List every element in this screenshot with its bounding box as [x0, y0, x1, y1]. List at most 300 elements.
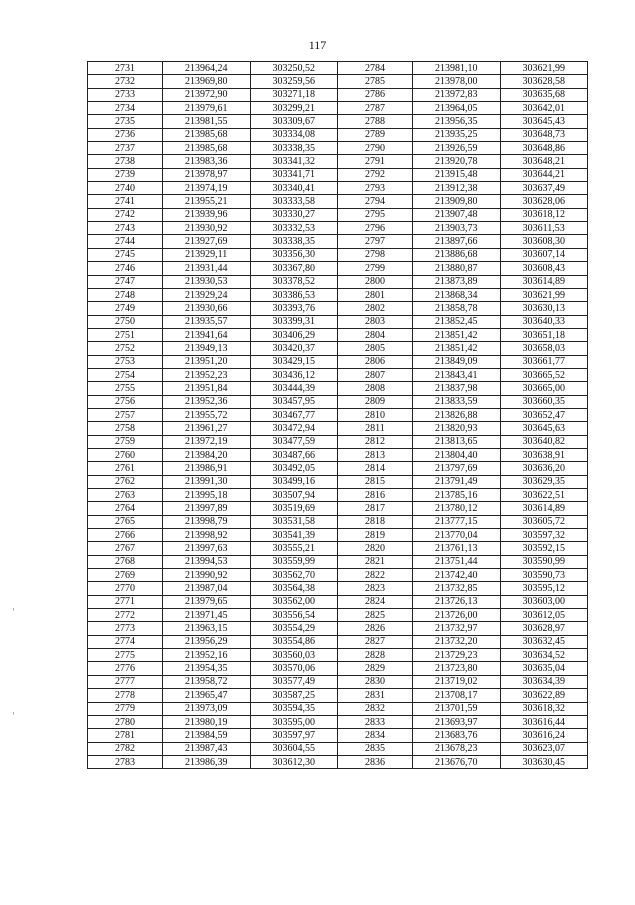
y-coordinate-cell: 303562,00 [250, 595, 338, 608]
table-row [88, 649, 588, 662]
y-coordinate-cell: 303614,89 [500, 275, 588, 288]
y-coordinate-cell: 303638,91 [500, 448, 588, 461]
point-number-cell: 2765 [88, 515, 163, 528]
y-coordinate-cell: 303330,27 [250, 208, 338, 221]
table-row [88, 208, 588, 221]
y-coordinate-cell: 303635,68 [500, 88, 588, 101]
x-coordinate-cell: 213974,19 [163, 182, 251, 195]
x-coordinate-cell: 213994,53 [163, 555, 251, 568]
y-coordinate-cell: 303420,37 [250, 342, 338, 355]
y-coordinate-cell: 303541,39 [250, 529, 338, 542]
x-coordinate-cell: 213926,59 [413, 142, 501, 155]
point-number-cell: 2828 [338, 649, 413, 662]
y-coordinate-cell: 303457,95 [250, 395, 338, 408]
y-coordinate-cell: 303393,76 [250, 302, 338, 315]
point-number-cell: 2741 [88, 195, 163, 208]
point-number-cell: 2824 [338, 595, 413, 608]
x-coordinate-cell: 213958,72 [163, 675, 251, 688]
y-coordinate-cell: 303519,69 [250, 502, 338, 515]
x-coordinate-cell: 213726,13 [413, 595, 501, 608]
x-coordinate-cell: 213956,35 [413, 115, 501, 128]
x-coordinate-cell: 213873,89 [413, 275, 501, 288]
point-number-cell: 2781 [88, 729, 163, 742]
y-coordinate-cell: 303556,54 [250, 609, 338, 622]
table-row [88, 435, 588, 448]
point-number-cell: 2791 [338, 155, 413, 168]
table-row [88, 489, 588, 502]
x-coordinate-cell: 213837,98 [413, 382, 501, 395]
table-row [88, 702, 588, 715]
x-coordinate-cell: 213986,39 [163, 755, 251, 768]
y-coordinate-cell: 303562,70 [250, 569, 338, 582]
x-coordinate-cell: 213991,30 [163, 475, 251, 488]
coordinates-table [87, 61, 588, 769]
y-coordinate-cell: 303648,86 [500, 142, 588, 155]
table-row [88, 475, 588, 488]
x-coordinate-cell: 213785,16 [413, 489, 501, 502]
y-coordinate-cell: 303594,35 [250, 702, 338, 715]
y-coordinate-cell: 303648,73 [500, 128, 588, 141]
x-coordinate-cell: 213701,59 [413, 702, 501, 715]
point-number-cell: 2745 [88, 248, 163, 261]
x-coordinate-cell: 213927,69 [163, 235, 251, 248]
y-coordinate-cell: 303612,05 [500, 609, 588, 622]
point-number-cell: 2785 [338, 75, 413, 88]
y-coordinate-cell: 303587,25 [250, 689, 338, 702]
point-number-cell: 2787 [338, 102, 413, 115]
x-coordinate-cell: 213983,36 [163, 155, 251, 168]
x-coordinate-cell: 213907,48 [413, 208, 501, 221]
point-number-cell: 2776 [88, 662, 163, 675]
x-coordinate-cell: 213897,66 [413, 235, 501, 248]
table-row [88, 569, 588, 582]
table-row [88, 248, 588, 261]
table-row [88, 288, 588, 301]
y-coordinate-cell: 303467,77 [250, 408, 338, 421]
y-coordinate-cell: 303660,35 [500, 395, 588, 408]
x-coordinate-cell: 213852,45 [413, 315, 501, 328]
point-number-cell: 2743 [88, 222, 163, 235]
point-number-cell: 2747 [88, 275, 163, 288]
point-number-cell: 2744 [88, 235, 163, 248]
y-coordinate-cell: 303499,16 [250, 475, 338, 488]
point-number-cell: 2778 [88, 689, 163, 702]
y-coordinate-cell: 303651,18 [500, 328, 588, 341]
y-coordinate-cell: 303595,12 [500, 582, 588, 595]
point-number-cell: 2752 [88, 342, 163, 355]
y-coordinate-cell: 303628,06 [500, 195, 588, 208]
point-number-cell: 2737 [88, 142, 163, 155]
table-row [88, 62, 588, 75]
x-coordinate-cell: 213915,48 [413, 168, 501, 181]
y-coordinate-cell: 303338,35 [250, 142, 338, 155]
point-number-cell: 2834 [338, 729, 413, 742]
table-row [88, 635, 588, 648]
point-number-cell: 2831 [338, 689, 413, 702]
point-number-cell: 2783 [88, 755, 163, 768]
y-coordinate-cell: 303652,47 [500, 408, 588, 421]
y-coordinate-cell: 303644,21 [500, 168, 588, 181]
x-coordinate-cell: 213770,04 [413, 529, 501, 542]
x-coordinate-cell: 213930,53 [163, 275, 251, 288]
x-coordinate-cell: 213978,97 [163, 168, 251, 181]
x-coordinate-cell: 213930,66 [163, 302, 251, 315]
x-coordinate-cell: 213929,24 [163, 288, 251, 301]
point-number-cell: 2771 [88, 595, 163, 608]
table-row [88, 382, 588, 395]
table-row [88, 448, 588, 461]
x-coordinate-cell: 213985,68 [163, 142, 251, 155]
scan-mark [13, 608, 14, 611]
table-row [88, 142, 588, 155]
point-number-cell: 2814 [338, 462, 413, 475]
table-row [88, 529, 588, 542]
y-coordinate-cell: 303634,39 [500, 675, 588, 688]
point-number-cell: 2774 [88, 635, 163, 648]
point-number-cell: 2826 [338, 622, 413, 635]
x-coordinate-cell: 213981,10 [413, 62, 501, 75]
point-number-cell: 2811 [338, 422, 413, 435]
point-number-cell: 2833 [338, 715, 413, 728]
y-coordinate-cell: 303607,14 [500, 248, 588, 261]
x-coordinate-cell: 213984,59 [163, 729, 251, 742]
x-coordinate-cell: 213833,59 [413, 395, 501, 408]
table-row [88, 128, 588, 141]
x-coordinate-cell: 213978,00 [413, 75, 501, 88]
y-coordinate-cell: 303621,99 [500, 62, 588, 75]
point-number-cell: 2732 [88, 75, 163, 88]
y-coordinate-cell: 303271,18 [250, 88, 338, 101]
y-coordinate-cell: 303507,94 [250, 489, 338, 502]
point-number-cell: 2775 [88, 649, 163, 662]
table-row [88, 235, 588, 248]
y-coordinate-cell: 303608,43 [500, 262, 588, 275]
point-number-cell: 2792 [338, 168, 413, 181]
x-coordinate-cell: 213843,41 [413, 368, 501, 381]
table-row [88, 342, 588, 355]
x-coordinate-cell: 213678,23 [413, 742, 501, 755]
y-coordinate-cell: 303333,58 [250, 195, 338, 208]
point-number-cell: 2830 [338, 675, 413, 688]
y-coordinate-cell: 303640,33 [500, 315, 588, 328]
x-coordinate-cell: 213939,96 [163, 208, 251, 221]
point-number-cell: 2800 [338, 275, 413, 288]
x-coordinate-cell: 213732,20 [413, 635, 501, 648]
y-coordinate-cell: 303630,45 [500, 755, 588, 768]
point-number-cell: 2817 [338, 502, 413, 515]
table-row [88, 542, 588, 555]
x-coordinate-cell: 213990,92 [163, 569, 251, 582]
y-coordinate-cell: 303618,12 [500, 208, 588, 221]
point-number-cell: 2804 [338, 328, 413, 341]
y-coordinate-cell: 303487,66 [250, 448, 338, 461]
point-number-cell: 2760 [88, 448, 163, 461]
table-row [88, 609, 588, 622]
point-number-cell: 2777 [88, 675, 163, 688]
table-row [88, 715, 588, 728]
point-number-cell: 2782 [88, 742, 163, 755]
table-row [88, 355, 588, 368]
point-number-cell: 2836 [338, 755, 413, 768]
point-number-cell: 2796 [338, 222, 413, 235]
table-row [88, 462, 588, 475]
point-number-cell: 2790 [338, 142, 413, 155]
point-number-cell: 2740 [88, 182, 163, 195]
y-coordinate-cell: 303444,39 [250, 382, 338, 395]
x-coordinate-cell: 213969,80 [163, 75, 251, 88]
x-coordinate-cell: 213961,27 [163, 422, 251, 435]
x-coordinate-cell: 213683,76 [413, 729, 501, 742]
point-number-cell: 2822 [338, 569, 413, 582]
table-row [88, 555, 588, 568]
x-coordinate-cell: 213723,80 [413, 662, 501, 675]
coordinates-table-body [88, 62, 588, 769]
y-coordinate-cell: 303334,08 [250, 128, 338, 141]
x-coordinate-cell: 213980,19 [163, 715, 251, 728]
point-number-cell: 2764 [88, 502, 163, 515]
y-coordinate-cell: 303604,55 [250, 742, 338, 755]
point-number-cell: 2809 [338, 395, 413, 408]
point-number-cell: 2813 [338, 448, 413, 461]
point-number-cell: 2793 [338, 182, 413, 195]
x-coordinate-cell: 213972,90 [163, 88, 251, 101]
y-coordinate-cell: 303429,15 [250, 355, 338, 368]
point-number-cell: 2758 [88, 422, 163, 435]
x-coordinate-cell: 213813,65 [413, 435, 501, 448]
y-coordinate-cell: 303386,53 [250, 288, 338, 301]
y-coordinate-cell: 303590,73 [500, 569, 588, 582]
x-coordinate-cell: 213693,97 [413, 715, 501, 728]
x-coordinate-cell: 213964,05 [413, 102, 501, 115]
table-row [88, 729, 588, 742]
point-number-cell: 2736 [88, 128, 163, 141]
point-number-cell: 2772 [88, 609, 163, 622]
y-coordinate-cell: 303629,35 [500, 475, 588, 488]
x-coordinate-cell: 213972,19 [163, 435, 251, 448]
y-coordinate-cell: 303577,49 [250, 675, 338, 688]
point-number-cell: 2801 [338, 288, 413, 301]
x-coordinate-cell: 213929,11 [163, 248, 251, 261]
x-coordinate-cell: 213858,78 [413, 302, 501, 315]
point-number-cell: 2762 [88, 475, 163, 488]
y-coordinate-cell: 303340,41 [250, 182, 338, 195]
x-coordinate-cell: 213998,92 [163, 529, 251, 542]
y-coordinate-cell: 303597,32 [500, 529, 588, 542]
table-row [88, 422, 588, 435]
y-coordinate-cell: 303570,06 [250, 662, 338, 675]
point-number-cell: 2731 [88, 62, 163, 75]
point-number-cell: 2735 [88, 115, 163, 128]
x-coordinate-cell: 213955,72 [163, 408, 251, 421]
x-coordinate-cell: 213987,43 [163, 742, 251, 755]
y-coordinate-cell: 303250,52 [250, 62, 338, 75]
point-number-cell: 2807 [338, 368, 413, 381]
x-coordinate-cell: 213791,49 [413, 475, 501, 488]
x-coordinate-cell: 213979,61 [163, 102, 251, 115]
x-coordinate-cell: 213732,97 [413, 622, 501, 635]
point-number-cell: 2827 [338, 635, 413, 648]
point-number-cell: 2738 [88, 155, 163, 168]
y-coordinate-cell: 303605,72 [500, 515, 588, 528]
y-coordinate-cell: 303367,80 [250, 262, 338, 275]
x-coordinate-cell: 213952,23 [163, 368, 251, 381]
table-row [88, 742, 588, 755]
y-coordinate-cell: 303531,58 [250, 515, 338, 528]
x-coordinate-cell: 213997,89 [163, 502, 251, 515]
y-coordinate-cell: 303309,67 [250, 115, 338, 128]
y-coordinate-cell: 303648,21 [500, 155, 588, 168]
point-number-cell: 2768 [88, 555, 163, 568]
y-coordinate-cell: 303621,99 [500, 288, 588, 301]
point-number-cell: 2733 [88, 88, 163, 101]
y-coordinate-cell: 303597,97 [250, 729, 338, 742]
point-number-cell: 2799 [338, 262, 413, 275]
x-coordinate-cell: 213954,35 [163, 662, 251, 675]
x-coordinate-cell: 213941,64 [163, 328, 251, 341]
x-coordinate-cell: 213995,18 [163, 489, 251, 502]
x-coordinate-cell: 213963,15 [163, 622, 251, 635]
x-coordinate-cell: 213909,80 [413, 195, 501, 208]
y-coordinate-cell: 303658,03 [500, 342, 588, 355]
y-coordinate-cell: 303608,30 [500, 235, 588, 248]
y-coordinate-cell: 303665,00 [500, 382, 588, 395]
table-row [88, 662, 588, 675]
y-coordinate-cell: 303492,05 [250, 462, 338, 475]
point-number-cell: 2734 [88, 102, 163, 115]
x-coordinate-cell: 213912,38 [413, 182, 501, 195]
point-number-cell: 2803 [338, 315, 413, 328]
point-number-cell: 2835 [338, 742, 413, 755]
table-row [88, 622, 588, 635]
x-coordinate-cell: 213972,83 [413, 88, 501, 101]
x-coordinate-cell: 213951,20 [163, 355, 251, 368]
table-row [88, 328, 588, 341]
y-coordinate-cell: 303632,45 [500, 635, 588, 648]
x-coordinate-cell: 213930,92 [163, 222, 251, 235]
x-coordinate-cell: 213849,09 [413, 355, 501, 368]
x-coordinate-cell: 213903,73 [413, 222, 501, 235]
y-coordinate-cell: 303630,13 [500, 302, 588, 315]
x-coordinate-cell: 213997,63 [163, 542, 251, 555]
x-coordinate-cell: 213851,42 [413, 328, 501, 341]
table-row [88, 689, 588, 702]
y-coordinate-cell: 303623,07 [500, 742, 588, 755]
point-number-cell: 2759 [88, 435, 163, 448]
x-coordinate-cell: 213732,85 [413, 582, 501, 595]
x-coordinate-cell: 213826,88 [413, 408, 501, 421]
x-coordinate-cell: 213708,17 [413, 689, 501, 702]
y-coordinate-cell: 303399,31 [250, 315, 338, 328]
y-coordinate-cell: 303661,77 [500, 355, 588, 368]
y-coordinate-cell: 303299,21 [250, 102, 338, 115]
x-coordinate-cell: 213949,13 [163, 342, 251, 355]
point-number-cell: 2749 [88, 302, 163, 315]
point-number-cell: 2739 [88, 168, 163, 181]
point-number-cell: 2757 [88, 408, 163, 421]
y-coordinate-cell: 303554,86 [250, 635, 338, 648]
table-row [88, 75, 588, 88]
x-coordinate-cell: 213987,04 [163, 582, 251, 595]
table-row [88, 88, 588, 101]
point-number-cell: 2818 [338, 515, 413, 528]
point-number-cell: 2815 [338, 475, 413, 488]
y-coordinate-cell: 303628,97 [500, 622, 588, 635]
y-coordinate-cell: 303612,30 [250, 755, 338, 768]
x-coordinate-cell: 213981,55 [163, 115, 251, 128]
point-number-cell: 2786 [338, 88, 413, 101]
point-number-cell: 2761 [88, 462, 163, 475]
point-number-cell: 2763 [88, 489, 163, 502]
x-coordinate-cell: 213986,91 [163, 462, 251, 475]
point-number-cell: 2766 [88, 529, 163, 542]
x-coordinate-cell: 213780,12 [413, 502, 501, 515]
point-number-cell: 2816 [338, 489, 413, 502]
page-number: 117 [308, 38, 327, 52]
x-coordinate-cell: 213964,24 [163, 62, 251, 75]
table-row [88, 155, 588, 168]
x-coordinate-cell: 213676,70 [413, 755, 501, 768]
x-coordinate-cell: 213935,57 [163, 315, 251, 328]
point-number-cell: 2779 [88, 702, 163, 715]
table-row [88, 275, 588, 288]
table-row [88, 582, 588, 595]
y-coordinate-cell: 303554,29 [250, 622, 338, 635]
point-number-cell: 2748 [88, 288, 163, 301]
point-number-cell: 2802 [338, 302, 413, 315]
x-coordinate-cell: 213952,36 [163, 395, 251, 408]
y-coordinate-cell: 303618,32 [500, 702, 588, 715]
y-coordinate-cell: 303622,89 [500, 689, 588, 702]
y-coordinate-cell: 303378,52 [250, 275, 338, 288]
point-number-cell: 2767 [88, 542, 163, 555]
x-coordinate-cell: 213920,78 [413, 155, 501, 168]
table-row [88, 222, 588, 235]
y-coordinate-cell: 303595,00 [250, 715, 338, 728]
point-number-cell: 2784 [338, 62, 413, 75]
point-number-cell: 2829 [338, 662, 413, 675]
y-coordinate-cell: 303611,53 [500, 222, 588, 235]
point-number-cell: 2756 [88, 395, 163, 408]
x-coordinate-cell: 213973,09 [163, 702, 251, 715]
point-number-cell: 2808 [338, 382, 413, 395]
y-coordinate-cell: 303634,52 [500, 649, 588, 662]
x-coordinate-cell: 213804,40 [413, 448, 501, 461]
x-coordinate-cell: 213965,47 [163, 689, 251, 702]
y-coordinate-cell: 303559,99 [250, 555, 338, 568]
point-number-cell: 2755 [88, 382, 163, 395]
table-row [88, 595, 588, 608]
x-coordinate-cell: 213797,69 [413, 462, 501, 475]
point-number-cell: 2820 [338, 542, 413, 555]
point-number-cell: 2810 [338, 408, 413, 421]
table-row [88, 502, 588, 515]
y-coordinate-cell: 303642,01 [500, 102, 588, 115]
y-coordinate-cell: 303436,12 [250, 368, 338, 381]
x-coordinate-cell: 213971,45 [163, 609, 251, 622]
table-row [88, 515, 588, 528]
x-coordinate-cell: 213935,25 [413, 128, 501, 141]
point-number-cell: 2806 [338, 355, 413, 368]
y-coordinate-cell: 303406,29 [250, 328, 338, 341]
x-coordinate-cell: 213777,15 [413, 515, 501, 528]
table-row [88, 102, 588, 115]
x-coordinate-cell: 213880,87 [413, 262, 501, 275]
point-number-cell: 2754 [88, 368, 163, 381]
y-coordinate-cell: 303665,52 [500, 368, 588, 381]
y-coordinate-cell: 303616,24 [500, 729, 588, 742]
x-coordinate-cell: 213955,21 [163, 195, 251, 208]
x-coordinate-cell: 213979,65 [163, 595, 251, 608]
